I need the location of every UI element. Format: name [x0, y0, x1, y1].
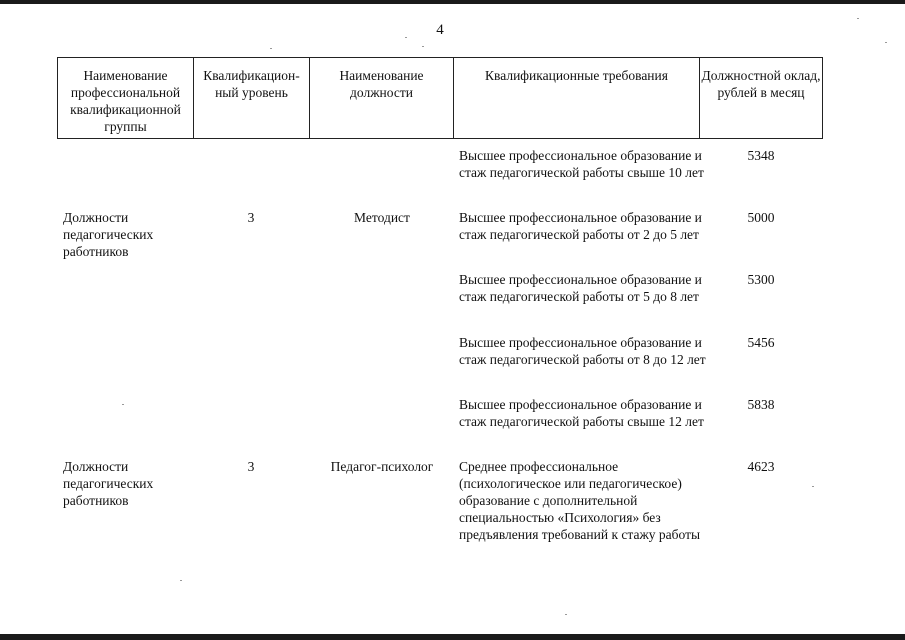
row-salary: 5456 [747, 335, 775, 350]
row-requirements: Высшее профессиональное образование и стаж педагогической работы от 2 до 5 лет [459, 210, 702, 242]
row-requirements: Высшее профессиональное образование и стаж педагогической работы свыше 12 лет [459, 397, 704, 429]
row-salary: 4623 [747, 459, 775, 474]
row-salary: 5348 [747, 148, 775, 163]
scan-speck [812, 486, 814, 487]
table-header [57, 57, 823, 139]
row-requirements: Высшее профессиональное образование и стаж педагогической работы от 5 до 8 лет [459, 272, 702, 304]
header-group: Наименование профессиональной квалификационной группы [58, 58, 194, 138]
header-position: Наименование должности [310, 58, 454, 138]
scan-border-bottom [0, 634, 905, 640]
header-requirements: Квалификационные требования [454, 58, 700, 138]
row-requirements: Высшее профессиональное образование и стаж педагогической работы свыше 10 лет [459, 148, 704, 180]
scan-speck [422, 46, 424, 47]
row-level: 3 [247, 210, 255, 225]
scan-speck [857, 18, 859, 19]
row-salary: 5000 [747, 210, 775, 225]
scan-speck [122, 404, 124, 405]
scan-speck [405, 37, 407, 38]
row-group: Должности педагогических работников [63, 210, 154, 259]
header-salary: Должностной оклад, рублей в месяц [701, 68, 821, 100]
row-requirements: Высшее профессиональное образование и стаж педагогической работы от 8 до 12 лет [459, 335, 706, 367]
row-position: Педагог-психолог [330, 459, 434, 474]
scan-speck [885, 42, 887, 43]
row-group: Должности педагогических работников [63, 459, 154, 508]
scan-speck [270, 48, 272, 49]
scan-border-top [0, 0, 905, 4]
row-level: 3 [247, 459, 255, 474]
row-salary: 5838 [747, 397, 775, 412]
page-number: 4 [436, 22, 444, 38]
scan-speck [565, 614, 567, 615]
row-requirements: Среднее профессиональное (психологическое или педагогическое) образование с дополнительной специальностью «Психология» без предъявления требований к стажу работы [459, 459, 701, 542]
row-salary: 5300 [747, 272, 775, 287]
header-level: Квалификацион-ный уровень [194, 58, 310, 138]
scan-speck [180, 580, 182, 581]
row-position: Методист [354, 210, 410, 225]
